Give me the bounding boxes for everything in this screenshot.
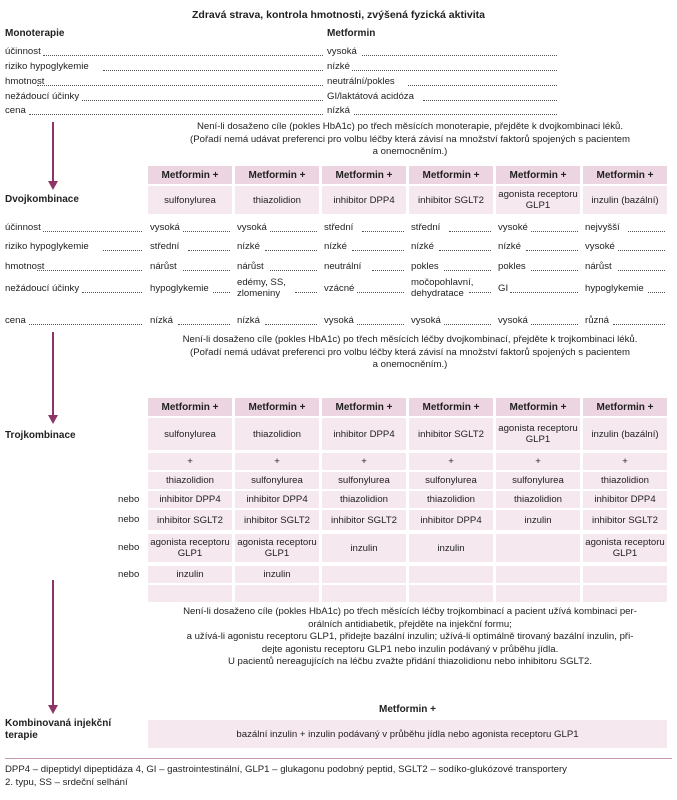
mono-row-label: účinnost <box>5 46 41 57</box>
dotted-leader <box>469 292 491 293</box>
dotted-leader <box>29 114 323 115</box>
triple-drug-cell: agonista receptoru GLP1 <box>496 418 580 450</box>
triple-option-cell <box>496 534 580 562</box>
injection-heading: Kombinovaná injekční terapie <box>5 718 112 741</box>
dual-value: neutrální <box>324 261 362 272</box>
dual-note <box>150 334 670 372</box>
mono-row-value: nízká <box>327 105 350 116</box>
dual-drug-cell: inhibitor SGLT2 <box>409 186 493 214</box>
footnote <box>5 764 672 789</box>
mono-row-label: hmotnost <box>5 76 45 87</box>
dotted-leader <box>295 292 317 293</box>
plus-cell: + <box>409 453 493 470</box>
mono-row-value: nízké <box>327 61 350 72</box>
dotted-leader <box>444 324 491 325</box>
triple-header-cell: Metformin + <box>409 398 493 416</box>
triple-option-cell: thiazolidion <box>322 491 406 508</box>
dual-row-label: nežádoucí účinky <box>5 283 80 294</box>
flow-arrow-line <box>52 122 54 182</box>
flow-arrow-head <box>48 415 58 424</box>
dotted-leader <box>188 250 230 251</box>
dual-value: vysoká <box>498 315 528 326</box>
triple-option-cell <box>496 566 580 583</box>
dotted-leader <box>531 324 578 325</box>
note-line: Není-li dosaženo cíle (pokles HbA1c) po třech měsících léčby trojkombinací a pacient užívá kombinaci per- <box>183 606 637 617</box>
dual-row-label: účinnost <box>5 222 41 233</box>
note-line: a onemocněním.) <box>372 359 448 370</box>
empty-cell <box>496 585 580 602</box>
dual-row-label: cena <box>5 315 26 326</box>
dual-value: střední <box>411 222 441 233</box>
triple-note <box>150 606 670 669</box>
dual-value: pokles <box>498 261 526 272</box>
dual-value: nejvyšší <box>585 222 620 233</box>
dual-value: vysoká <box>324 315 354 326</box>
dotted-leader <box>37 270 142 271</box>
injection-cell: bazální inzulin + inzulin podávaný v průběhu jídla nebo agonista receptoru GLP1 <box>148 720 667 748</box>
triple-option-cell: sulfonylurea <box>496 472 580 489</box>
triple-option-cell: inzulin <box>409 534 493 562</box>
triple-option-cell: thiazolidion <box>148 472 232 489</box>
triple-option-cell: inhibitor SGLT2 <box>148 510 232 530</box>
dotted-leader <box>449 231 491 232</box>
dual-value: vysoká <box>150 222 180 233</box>
dotted-leader <box>408 85 557 86</box>
dual-header-cell: Metformin + <box>496 166 580 184</box>
dotted-leader <box>37 85 323 86</box>
empty-cell <box>235 585 319 602</box>
dual-value: nízké <box>498 241 521 252</box>
note-line: U pacientů nereagujících na léčbu zvažte přidání thiazolidionu nebo inhibitoru SGLT2. <box>227 656 593 667</box>
dotted-leader <box>43 55 323 56</box>
triple-option-cell: sulfonylurea <box>409 472 493 489</box>
triple-option-cell: sulfonylurea <box>235 472 319 489</box>
plus-cell: + <box>496 453 580 470</box>
note-line: Není-li dosaženo cíle (pokles HbA1c) po třech měsících léčby dvojkombinací, přejděte k trojkombinaci léků. <box>182 334 638 345</box>
note-line: Není-li dosaženo cíle (pokles HbA1c) po třech měsících monoterapie, přejděte k dvojkombinaci léků. <box>196 121 624 132</box>
dotted-leader <box>43 231 142 232</box>
dual-drug-cell: inzulin (bazální) <box>583 186 667 214</box>
dual-drug-cell: inhibitor DPP4 <box>322 186 406 214</box>
dotted-leader <box>29 324 142 325</box>
dual-drug-cell: thiazolidion <box>235 186 319 214</box>
dual-value: nárůst <box>150 261 177 272</box>
note-line: a užívá-li agonistu receptoru GLP1, přidejte bazální inzulin; užívá-li optimálně tirovaný bazální inzulin, při- <box>186 631 634 642</box>
flow-arrow-line <box>52 332 54 416</box>
dual-value: GI <box>498 283 509 294</box>
mono-row-value: vysoká <box>327 46 357 57</box>
note-line: (Pořadí nemá udávat preferenci pro volbu léčby která závisí na množství faktorů spojených s pacientem <box>190 133 630 145</box>
triple-option-cell: agonista receptoru GLP1 <box>148 534 232 562</box>
dotted-leader <box>265 250 318 251</box>
triple-option-cell: agonista receptoru GLP1 <box>235 534 319 562</box>
dotted-leader <box>82 292 142 293</box>
plus-cell: + <box>235 453 319 470</box>
triple-option-cell <box>409 566 493 583</box>
dual-value: močopohlavní, dehydratace <box>411 277 474 299</box>
dual-value: vzácné <box>324 283 355 294</box>
dual-header-cell: Metformin + <box>148 166 232 184</box>
dotted-leader <box>618 250 665 251</box>
dotted-leader <box>613 324 666 325</box>
monotherapy-drug: Metformin <box>327 28 376 39</box>
dotted-leader <box>531 231 578 232</box>
footnote-line: 2. typu, SS – srdeční selhání <box>5 776 128 788</box>
dual-row-label: hmotnost <box>5 261 45 272</box>
note-line: (Pořadí nemá udávat preferenci pro volbu léčby která závisí na množství faktorů spojených s pacientem <box>190 346 630 358</box>
dotted-leader <box>178 324 231 325</box>
dotted-leader <box>526 250 579 251</box>
triple-option-cell: inzulin <box>235 566 319 583</box>
triple-option-cell: inzulin <box>496 510 580 530</box>
dotted-leader <box>352 70 557 71</box>
note-line: orálních antidiabetik, přejděte na injekční formu; <box>308 618 512 630</box>
mono-row-value: GI/laktátová acidóza <box>327 91 414 102</box>
mono-row-label: cena <box>5 105 26 116</box>
dotted-leader <box>618 270 665 271</box>
triple-option-cell: inhibitor SGLT2 <box>583 510 667 530</box>
dual-row-label: riziko hypoglykemie <box>5 241 89 252</box>
plus-cell: + <box>148 453 232 470</box>
triple-option-cell: sulfonylurea <box>322 472 406 489</box>
flow-arrow-head <box>48 705 58 714</box>
triple-option-cell: thiazolidion <box>409 491 493 508</box>
dual-header-cell: Metformin + <box>583 166 667 184</box>
dual-value: nárůst <box>237 261 264 272</box>
triple-option-cell: thiazolidion <box>583 472 667 489</box>
mono-row-label: nežádoucí účinky <box>5 91 80 102</box>
dual-value: pokles <box>411 261 439 272</box>
page-title: Zdravá strava, kontrola hmotnosti, zvýšená fyzická aktivita <box>192 9 485 21</box>
dotted-leader <box>362 55 557 56</box>
dotted-leader <box>103 250 142 251</box>
dotted-leader <box>270 231 317 232</box>
triple-option-cell: thiazolidion <box>496 491 580 508</box>
triple-option-cell <box>322 566 406 583</box>
dual-value: vysoké <box>498 222 528 233</box>
dotted-leader <box>352 250 405 251</box>
triple-drug-cell: inhibitor DPP4 <box>322 418 406 450</box>
injection-header: Metformin + <box>379 703 436 715</box>
dual-value: střední <box>150 241 180 252</box>
nebo-label: nebo <box>118 493 140 505</box>
dual-value: vysoká <box>411 315 441 326</box>
dotted-leader <box>648 292 665 293</box>
dual-value: střední <box>324 222 354 233</box>
dotted-leader <box>628 231 665 232</box>
dual-drug-cell: sulfonylurea <box>148 186 232 214</box>
triple-header-cell: Metformin + <box>583 398 667 416</box>
nebo-label: nebo <box>118 542 140 553</box>
dotted-leader <box>372 270 404 271</box>
triple-option-cell: inhibitor DPP4 <box>148 491 232 508</box>
monotherapy-heading: Monoterapie <box>5 28 65 39</box>
dotted-leader <box>213 292 230 293</box>
triple-drug-cell: thiazolidion <box>235 418 319 450</box>
triple-drug-cell: inzulin (bazální) <box>583 418 667 450</box>
empty-cell <box>583 585 667 602</box>
triple-option-cell: inhibitor DPP4 <box>583 491 667 508</box>
note-line: dejte agonistu receptoru GLP1 nebo inzulin podávaný v průběhu jídla. <box>261 643 559 655</box>
dotted-leader <box>82 100 323 101</box>
dual-drug-cell: agonista receptoru GLP1 <box>496 186 580 214</box>
footer-divider <box>5 758 672 759</box>
empty-cell <box>409 585 493 602</box>
triple-drug-cell: sulfonylurea <box>148 418 232 450</box>
triple-option-cell: inhibitor SGLT2 <box>322 510 406 530</box>
mono-row-label: riziko hypoglykemie <box>5 61 89 72</box>
triple-option-cell: inzulin <box>322 534 406 562</box>
triple-heading: Trojkombinace <box>5 430 76 441</box>
plus-cell: + <box>322 453 406 470</box>
dual-heading: Dvojkombinace <box>5 194 79 205</box>
triple-option-cell: inzulin <box>148 566 232 583</box>
dotted-leader <box>357 292 404 293</box>
dotted-leader <box>354 114 557 115</box>
dotted-leader <box>183 270 230 271</box>
empty-cell <box>148 585 232 602</box>
nebo-label: nebo <box>118 514 140 525</box>
dual-header-cell: Metformin + <box>409 166 493 184</box>
triple-drug-cell: inhibitor SGLT2 <box>409 418 493 450</box>
triple-option-cell: agonista receptoru GLP1 <box>583 534 667 562</box>
dotted-leader <box>362 231 404 232</box>
triple-header-cell: Metformin + <box>235 398 319 416</box>
triple-header-cell: Metformin + <box>148 398 232 416</box>
dotted-leader <box>439 250 492 251</box>
monotherapy-note <box>150 121 670 159</box>
dual-value: různá <box>585 315 609 326</box>
dual-value: hypoglykemie <box>585 283 644 294</box>
triple-header-cell: Metformin + <box>496 398 580 416</box>
dotted-leader <box>183 231 230 232</box>
flow-arrow-head <box>48 181 58 190</box>
dual-header-cell: Metformin + <box>235 166 319 184</box>
plus-cell: + <box>583 453 667 470</box>
triple-header-cell: Metformin + <box>322 398 406 416</box>
mono-row-value: neutrální/pokles <box>327 76 395 87</box>
dotted-leader <box>423 100 557 101</box>
dual-value: nízké <box>237 241 260 252</box>
dotted-leader <box>265 324 318 325</box>
note-line: a onemocněním.) <box>372 146 448 157</box>
dual-value: hypoglykemie <box>150 283 209 294</box>
triple-option-cell <box>583 566 667 583</box>
dual-value: nárůst <box>585 261 612 272</box>
dual-value: vysoké <box>585 241 615 252</box>
dual-value: nízké <box>411 241 434 252</box>
footnote-line: DPP4 – dipeptidyl dipeptidáza 4, GI – gastrointestinální, GLP1 – glukagonu podobný peptid, SGLT2 – sodíko-glukózové transportery <box>5 764 567 775</box>
dotted-leader <box>270 270 317 271</box>
dual-header-cell: Metformin + <box>322 166 406 184</box>
dual-value: nízká <box>150 315 173 326</box>
dual-value: vysoká <box>237 222 267 233</box>
triple-option-cell: inhibitor DPP4 <box>235 491 319 508</box>
dotted-leader <box>444 270 491 271</box>
dotted-leader <box>510 292 578 293</box>
dual-value: edémy, SS, zlomeniny <box>237 277 286 299</box>
dual-value: nízké <box>324 241 347 252</box>
nebo-label: nebo <box>118 568 140 580</box>
dual-value: nízká <box>237 315 260 326</box>
dotted-leader <box>103 70 323 71</box>
triple-option-cell: inhibitor DPP4 <box>409 510 493 530</box>
triple-option-cell: inhibitor SGLT2 <box>235 510 319 530</box>
dotted-leader <box>357 324 404 325</box>
flow-arrow-line <box>52 580 54 706</box>
empty-cell <box>322 585 406 602</box>
dotted-leader <box>531 270 578 271</box>
